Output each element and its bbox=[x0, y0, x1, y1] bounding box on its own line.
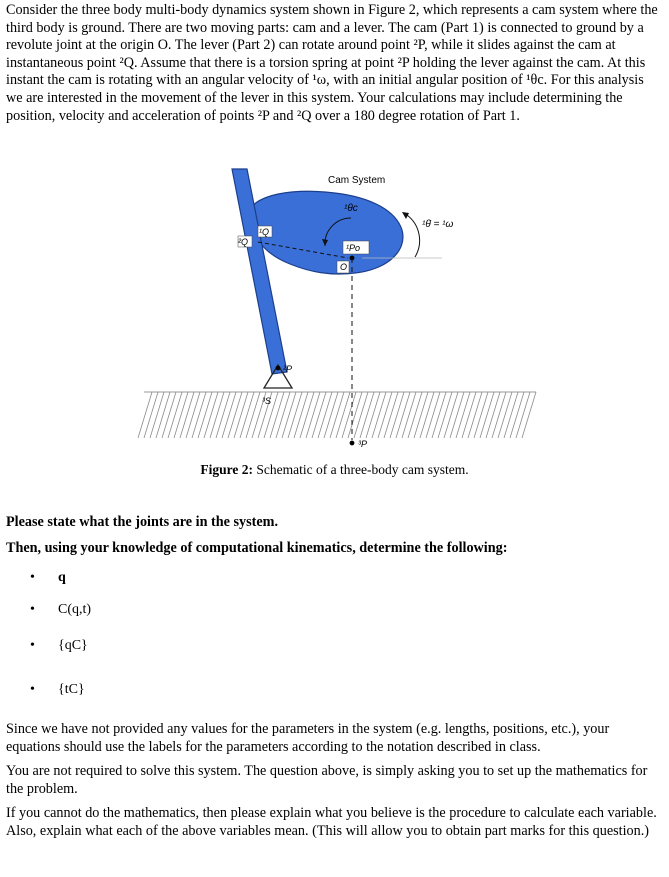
not-required-note: You are not required to solve this system. The question above, is simply asking you to set up the mathematics for the problem. bbox=[6, 763, 648, 797]
o-label: O bbox=[340, 262, 348, 272]
ground-hatch bbox=[138, 392, 536, 438]
state-joints-question: Please state what the joints are in the system. bbox=[6, 514, 279, 530]
omega-label: ¹θ̇ = ¹ω bbox=[422, 219, 454, 230]
fallback-note: If you cannot do the mathematics, then please explain what you believe is the procedure to calculate each variable. Also, explain what each of the above variables mean. (This will allow you to obtain part marks for this question.) bbox=[6, 805, 657, 839]
cam-system-diagram bbox=[130, 160, 550, 495]
theta-c-label: ¹θc bbox=[344, 203, 358, 214]
q1-label: ¹Q bbox=[259, 227, 269, 237]
caption-text: Schematic of a three-body cam system. bbox=[253, 462, 469, 477]
cam-system-figure bbox=[130, 160, 550, 495]
item-constraint: C(q,t) bbox=[58, 602, 92, 617]
item-qc: {qC} bbox=[58, 638, 88, 653]
item-tc: {tC} bbox=[58, 682, 85, 697]
p3-label: ³P bbox=[358, 439, 367, 449]
point-2p bbox=[276, 366, 281, 371]
q2-label: ²Q bbox=[238, 237, 248, 247]
p2-label: ²P bbox=[283, 364, 292, 374]
params-note: Since we have not provided any values for the parameters in the system (e.g. lengths, positions, etc.), your equations should use the labels for the parameters according to the notation described in class. bbox=[6, 721, 610, 755]
intro-paragraph: Consider the three body multi-body dynamics system shown in Figure 2, which represents a cam system where the third body is ground. There are two moving parts: cam and a lever. The cam (Part 1) is connected to ground by a revolute joint at the origin O. The lever (Part 2) can rotate around point ²P, while it slides against the cam at instantaneous point ²Q. Assume that there is a torsion spring at point ²P holding the lever against the cam. At this instant the cam is rotating with an angular velocity of ¹ω, with an initial angular position of ¹θc. For this analysis we are interested in the movement of the lever in this system. Your calculations may include determining the position, velocity and acceleration of points ²P and ²Q over a 180 degree rotation of Part 1. bbox=[6, 2, 658, 124]
s3-label: ³S bbox=[262, 396, 271, 406]
point-3p bbox=[350, 441, 355, 446]
caption-bold: Figure 2: bbox=[200, 462, 254, 477]
determine-instruction: Then, using your knowledge of computational kinematics, determine the following: bbox=[6, 540, 508, 556]
po-label: ¹Po bbox=[346, 243, 361, 253]
figure-caption bbox=[0, 462, 669, 478]
figure-title: Cam System bbox=[328, 175, 386, 186]
item-q: q bbox=[58, 570, 66, 585]
